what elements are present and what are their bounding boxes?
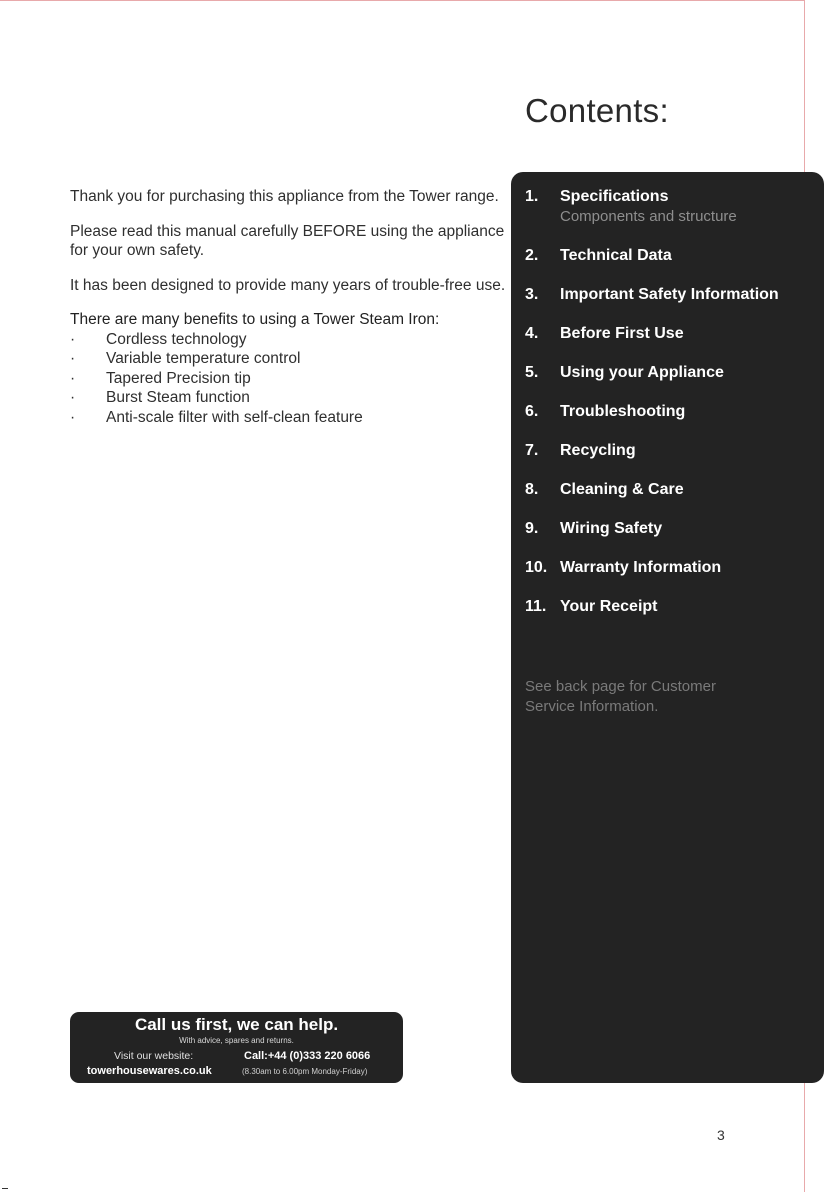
help-banner (70, 1012, 403, 1083)
toc-item-your-receipt[interactable] (525, 597, 815, 617)
toc-label: Using your Appliance (560, 364, 724, 381)
toc-item-wiring-safety[interactable] (525, 519, 815, 539)
toc-number: 7. (525, 442, 539, 459)
toc-label: Wiring Safety (560, 520, 663, 537)
toc-label: Recycling (560, 442, 636, 459)
toc-number: 8. (525, 481, 539, 498)
toc-label: Troubleshooting (560, 403, 686, 420)
bullet-icon: · (70, 369, 76, 387)
toc-item-specifications[interactable] (525, 187, 815, 227)
toc-item-before-first-use[interactable] (525, 324, 815, 344)
toc-item-cleaning-care[interactable] (525, 480, 815, 500)
website-link[interactable]: towerhousewares.co.uk (87, 1065, 212, 1077)
toc-item-troubleshooting[interactable] (525, 402, 815, 422)
toc-item-recycling[interactable] (525, 441, 815, 461)
toc-number: 1. (525, 188, 539, 205)
page-number: 3 (717, 1127, 725, 1143)
intro-paragraph: It has been designed to provide many years of trouble-free use. (70, 276, 506, 294)
help-title: Call us first, we can help. (134, 1015, 339, 1034)
toc-number: 6. (525, 403, 539, 420)
toc-label: Important Safety Information (560, 286, 779, 303)
toc-number: 9. (525, 520, 539, 537)
benefits-lead: There are many benefits to using a Tower Steam Iron: (70, 311, 440, 328)
toc-label: Cleaning & Care (560, 481, 684, 498)
toc-label: Your Receipt (560, 598, 658, 615)
contents-heading: Contents: (525, 92, 669, 129)
opening-hours: (8.30am to 6.00pm Monday-Friday) (242, 1067, 368, 1076)
toc-label: Before First Use (560, 325, 684, 342)
bullet-icon: · (70, 330, 76, 348)
toc-number: 3. (525, 286, 539, 303)
toc-label: Warranty Information (560, 559, 722, 576)
intro-text (70, 187, 510, 427)
benefit-item: · Burst Steam function (70, 389, 250, 406)
customer-service-note: See back page for Customer Service Information. (525, 678, 716, 715)
toc-number: 5. (525, 364, 539, 381)
crop-mark (2, 1188, 8, 1189)
toc-item-safety-information[interactable] (525, 285, 815, 305)
toc-item-warranty-information[interactable] (525, 558, 815, 578)
intro-paragraph: Thank you for purchasing this appliance from the Tower range. (70, 188, 499, 205)
contents-list (525, 187, 815, 636)
toc-item-technical-data[interactable] (525, 246, 815, 266)
benefits-list (70, 330, 510, 428)
toc-number: 11. (525, 598, 547, 615)
toc-label: Technical Data (560, 247, 672, 264)
trim-line-top (0, 0, 804, 1)
intro-paragraph: Please read this manual carefully BEFORE using the appliance for your own safety. (70, 222, 505, 259)
contents-panel (511, 172, 824, 1083)
benefit-item: · Cordless technology (70, 330, 247, 348)
toc-number: 4. (525, 325, 539, 342)
toc-label: Specifications (560, 188, 669, 205)
benefit-item: · Variable temperature control (70, 350, 301, 367)
phone-number[interactable]: Call:+44 (0)333 220 6066 (244, 1050, 371, 1062)
toc-sublabel: Components and structure (560, 208, 737, 225)
visit-website-label: Visit our website: (114, 1050, 194, 1062)
toc-item-using-appliance[interactable] (525, 363, 815, 383)
bullet-icon: · (70, 408, 76, 426)
bullet-icon: · (70, 389, 76, 406)
toc-number: 10. (525, 559, 548, 576)
bullet-icon: · (70, 350, 76, 367)
toc-number: 2. (525, 247, 539, 264)
help-subtitle: With advice, spares and returns. (179, 1036, 294, 1045)
benefit-item: · Anti-scale filter with self-clean feature (70, 408, 363, 426)
benefit-item: · Tapered Precision tip (70, 369, 251, 387)
